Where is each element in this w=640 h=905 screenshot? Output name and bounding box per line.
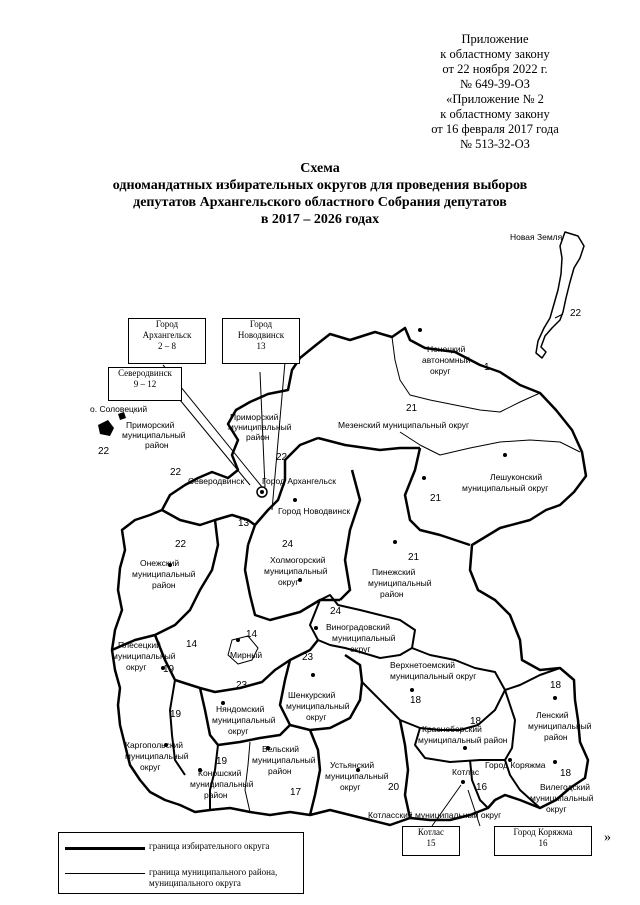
label-lensky-1: Ленский [536, 710, 569, 720]
label-primorsky-w-1: Приморский [126, 420, 175, 430]
district-number: 21 [406, 403, 418, 414]
label-leshukon-1: Лешуконский [490, 472, 543, 482]
label-velsk-3: район [268, 766, 292, 776]
callout-line: 16 [538, 838, 548, 848]
district-number: 18 [410, 695, 422, 706]
label-konosha-1: Коношский [198, 768, 242, 778]
label-primorsky-e-3: район [246, 432, 270, 442]
label-nenets-2: автономный [422, 355, 471, 365]
label-vinogradov-3: округ [350, 644, 371, 654]
boundary-velsk-ustya [310, 730, 320, 815]
district-number: 14 [246, 629, 258, 640]
arkhangelsk-symbol [257, 487, 267, 497]
callout-line: 15 [426, 838, 436, 848]
callout-novodvinsk [222, 318, 300, 364]
label-primorsky-w-3: район [145, 440, 169, 450]
callout-line: 9 – 12 [133, 379, 157, 389]
label-pinega-1: Пинежский [372, 567, 416, 577]
label-konosha-2: муниципальный [190, 779, 254, 789]
label-verkhnetoemsky-2: муниципальный округ [390, 671, 477, 681]
label-plesetsk-2: муниципальный [112, 651, 176, 661]
label-kholmogory-1: Холмогорский [270, 555, 326, 565]
district-number: 23 [236, 680, 248, 691]
label-primorsky-e-1: Приморский [230, 412, 279, 422]
leader-lines [163, 362, 480, 826]
callout-line: Новодвинск [237, 330, 285, 340]
label-shenkursk-3: округ [306, 712, 327, 722]
header-line: «Приложение № 2 [446, 92, 544, 106]
title-line: в 2017 – 2026 годах [260, 212, 380, 227]
header-line: от 22 ноября 2022 г. [442, 62, 548, 76]
legend-municipal-label: граница муниципального района, муниципального округа [149, 867, 278, 888]
label-lensky-3: район [544, 732, 568, 742]
label-novodvinsk: Город Новодвинск [278, 506, 351, 516]
district-number: 18 [550, 680, 562, 691]
callout-kotlas [402, 826, 460, 856]
label-kargopol-1: Каргопольский [125, 740, 184, 750]
district-number: 18 [560, 768, 572, 779]
label-ustyansky-2: муниципальный [325, 771, 389, 781]
district-number: 18 [470, 716, 482, 727]
boundary-pinega-west [340, 470, 360, 600]
label-velsk-2: муниципальный [252, 755, 316, 765]
header-line: Приложение [461, 32, 529, 46]
header-line: № 649-39-ОЗ [460, 77, 530, 91]
district-number: 21 [430, 493, 442, 504]
title-line: депутатов Архангельского областного Собрания депутатов [133, 195, 507, 210]
label-mirny: Мирный [230, 650, 263, 660]
label-onega-3: район [152, 580, 176, 590]
label-arkhangelsk: Город Архангельск [262, 476, 336, 486]
label-primorsky-e-2: муниципальный [228, 422, 292, 432]
callout-line: 2 – 8 [158, 341, 176, 351]
label-novaya-zemlya: Новая Земля [510, 232, 563, 242]
label-vilegodsky-1: Вилегодский [540, 782, 590, 792]
district-number: 22 [276, 452, 288, 463]
label-kholmogory-2: муниципальный [264, 566, 328, 576]
label-mezen: Мезенский муниципальный округ [338, 420, 470, 430]
label-vilegodsky-2: муниципальный [530, 793, 594, 803]
district-number: 23 [302, 652, 314, 663]
label-konosha-3: район [204, 790, 228, 800]
district-number: 16 [476, 782, 488, 793]
label-onega-1: Онежский [140, 558, 180, 568]
label-vinogradov-2: муниципальный [332, 633, 396, 643]
district-number: 22 [570, 308, 582, 319]
label-plesetsk-3: округ [126, 662, 147, 672]
header-line: к областному закону [440, 47, 550, 61]
label-severodvinsk: Северодвинск [188, 476, 245, 486]
map-legend [58, 832, 304, 894]
label-nenets-1: Ненецкий [427, 344, 466, 354]
label-shenkursk-2: муниципальный [286, 701, 350, 711]
header-line: к областному закону [440, 107, 550, 121]
label-vinogradov-1: Виноградовский [326, 622, 390, 632]
label-kargopol-2: муниципальный [125, 751, 189, 761]
label-kholmogory-3: округ [278, 577, 299, 587]
district-number: 19 [170, 709, 182, 720]
label-kotlas-town: Котлас [452, 767, 480, 777]
boundary-ustyansky-east [400, 720, 410, 818]
label-verkhnetoemsky-1: Верхнетоемский [390, 660, 455, 670]
label-velsk-1: Вельский [262, 744, 299, 754]
district-number: 22 [170, 467, 182, 478]
header-line: от 16 февраля 2017 года [431, 122, 559, 136]
district-number: 24 [282, 539, 294, 550]
district-number: 19 [163, 664, 175, 675]
district-number: 17 [290, 787, 302, 798]
callout-line: Котлас [417, 827, 445, 837]
callout-line: Город Коряжма [513, 827, 573, 837]
label-krasnoborsk-2: муниципальный район [418, 735, 508, 745]
district-number: 19 [216, 756, 228, 767]
district-number: 1 [484, 362, 490, 373]
label-pinega-3: район [380, 589, 404, 599]
callout-line: Архангельск [142, 330, 192, 340]
label-plesetsk-1: Плесецкий [118, 640, 161, 650]
callout-arkhangelsk [128, 318, 206, 364]
header-line: № 513-32-ОЗ [460, 137, 530, 151]
boundary-velsk-konosha [245, 742, 250, 812]
label-nyandoma-3: округ [228, 726, 249, 736]
callout-koryazhma [494, 826, 592, 856]
callout-severodvinsk [108, 367, 182, 401]
mezen-leshukon-boundary [400, 432, 580, 455]
legend-electoral-label: граница избирательного округа [149, 841, 270, 851]
label-leshukon-2: муниципальный округ [462, 483, 549, 493]
callout-line: 13 [256, 341, 266, 351]
title-line: одномандатных избирательных округов для проведения выборов [112, 178, 528, 193]
label-shenkursk-1: Шенкурский [288, 690, 336, 700]
label-lensky-2: муниципальный [528, 721, 592, 731]
label-vilegodsky-3: округ [546, 804, 567, 814]
label-ustyansky-3: округ [340, 782, 361, 792]
label-primorsky-w-2: муниципальный [122, 430, 186, 440]
callout-line: Город [155, 319, 179, 329]
callout-line: Северодвинск [118, 368, 172, 378]
closing-quote: » [604, 830, 611, 845]
district-number: 24 [330, 606, 342, 617]
district-number: 21 [408, 552, 420, 563]
callout-line: Город [249, 319, 273, 329]
label-nenets-3: округ [430, 366, 451, 376]
boundary-mezen-south [318, 438, 420, 450]
label-kargopol-3: округ [140, 762, 161, 772]
district-number: 13 [238, 518, 250, 529]
district-number: 14 [186, 639, 198, 650]
label-kotlas-district: Котласский муниципальный округ [368, 810, 502, 820]
label-onega-2: муниципальный [132, 569, 196, 579]
legend-thick-line [65, 847, 145, 850]
label-nyandoma-1: Няндомский [216, 704, 265, 714]
nenets-boundary [392, 337, 540, 412]
label-krasnoborsk-1: Красноборский [422, 724, 482, 734]
district-number: 20 [388, 782, 400, 793]
district-number: 22 [175, 539, 187, 550]
label-nyandoma-2: муниципальный [212, 715, 276, 725]
label-ustyansky-1: Устьянский [330, 760, 375, 770]
label-koryazhma-town: Город Коряжма [485, 760, 546, 770]
label-solovetsky: о. Соловецкий [90, 404, 148, 414]
label-pinega-2: муниципальный [368, 578, 432, 588]
district-number: 22 [98, 446, 110, 457]
title-line: Схема [300, 161, 340, 176]
novaya-zemlya-island [536, 232, 584, 358]
legend-thin-line [65, 873, 145, 874]
